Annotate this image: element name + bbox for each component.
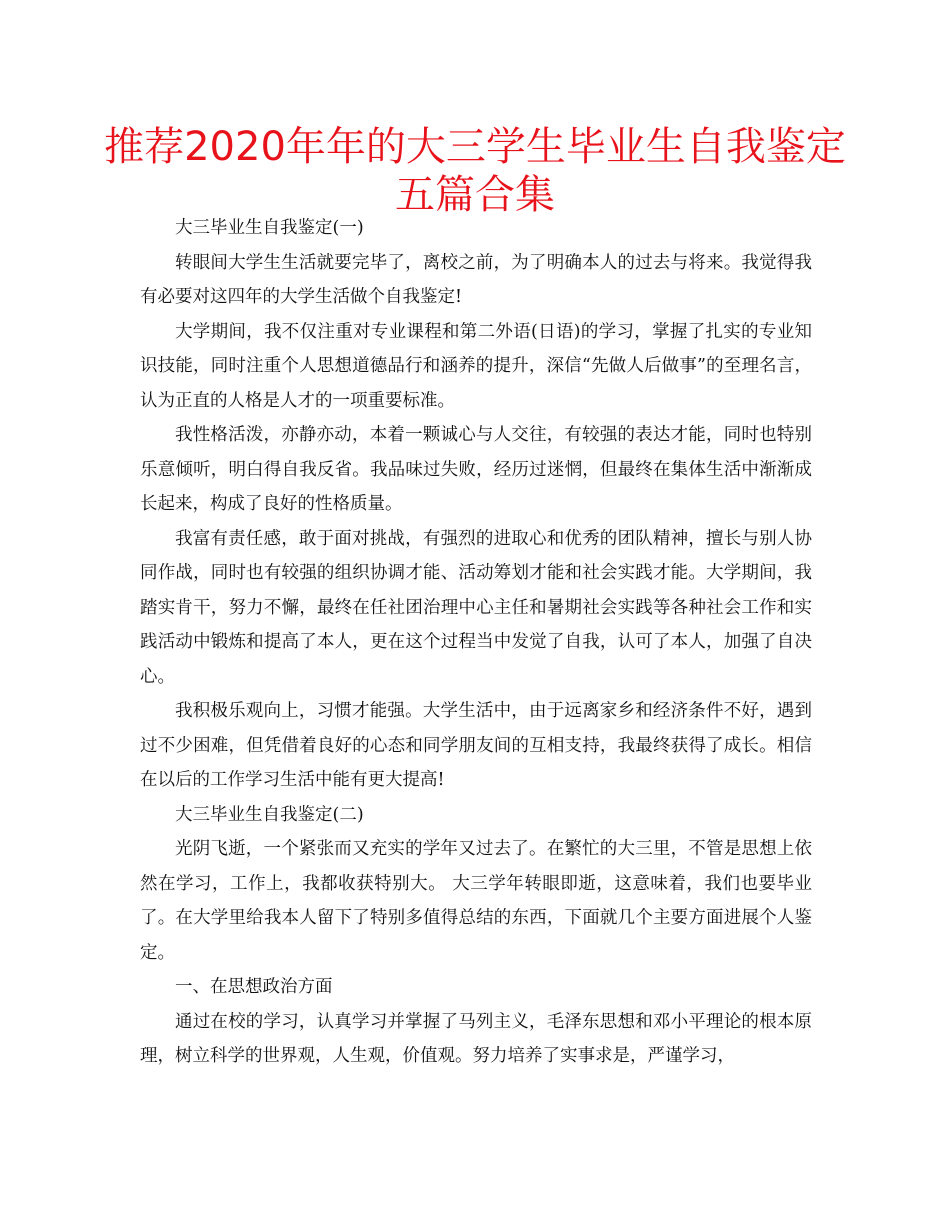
paragraph: 我富有责任感，敢于面对挑战，有强烈的进取心和优秀的团队精神，擅长与别人协同作战，同时也有较强的组织协调才能、活动筹划才能和社会实践才能。大学期间，我踏实肯干，努力不懈，最终在任社团治理中心主任和暑期社会实践等各种社会工作和实践活动中锻炼和提高了本人，更在这个过程当中发觉了自我，认可了本人，加强了自决心。: [140, 528, 812, 687]
paragraph: 转眼间大学生生活就要完毕了，离校之前，为了明确本人的过去与将来。我觉得我有必要对这四年的大学生活做个自我鉴定!: [140, 252, 812, 307]
section-heading-2: 大三毕业生自我鉴定(二): [175, 804, 364, 825]
paragraph: 通过在校的学习，认真学习并掌握了马列主义，毛泽东思想和邓小平理论的根本原理，树立科学的世界观，人生观，价值观。努力培养了实事求是，严谨学习，: [140, 1011, 812, 1066]
paragraph: 光阴飞逝，一个紧张而又充实的学年又过去了。在繁忙的大三里，不管是思想上依然在学习，工作上，我都收获特别大。 大三学年转眼即逝，这意味着，我们也要毕业了。在大学里给我本人留下了特别多值得总结的东西，下面就几个主要方面进展个人鉴定。: [140, 839, 812, 963]
paragraph: 我积极乐观向上，习惯才能强。大学生活中，由于远离家乡和经济条件不好，遇到过不少困难，但凭借着良好的心态和同学朋友间的互相支持，我最终获得了成长。相信在以后的工作学习生活中能有更大提高!: [140, 701, 812, 790]
paragraph: 我性格活泼，亦静亦动，本着一颗诚心与人交往，有较强的表达才能，同时也特别乐意倾听，明白得自我反省。我品味过失败，经历过迷惘，但最终在集体生活中渐渐成长起来，构成了良好的性格质量。: [140, 425, 812, 514]
subsection-heading: 一、在思想政治方面: [175, 977, 333, 997]
section-heading-1: 大三毕业生自我鉴定(一): [175, 218, 364, 238]
document-body: [140, 211, 812, 1074]
document-title-line-2: 五篇合集: [395, 172, 555, 218]
paragraph: 大学期间，我不仅注重对专业课程和第二外语(日语)的学习，掌握了扎实的专业知识技能，同时注重个人思想道德品行和涵养的提升，深信“先做人后做事”的至理名言，认为正直的人格是人才的一项重要标准。: [140, 321, 812, 411]
document-title-line-1: 推荐2020年年的大三学生毕业生自我鉴定: [104, 124, 846, 170]
